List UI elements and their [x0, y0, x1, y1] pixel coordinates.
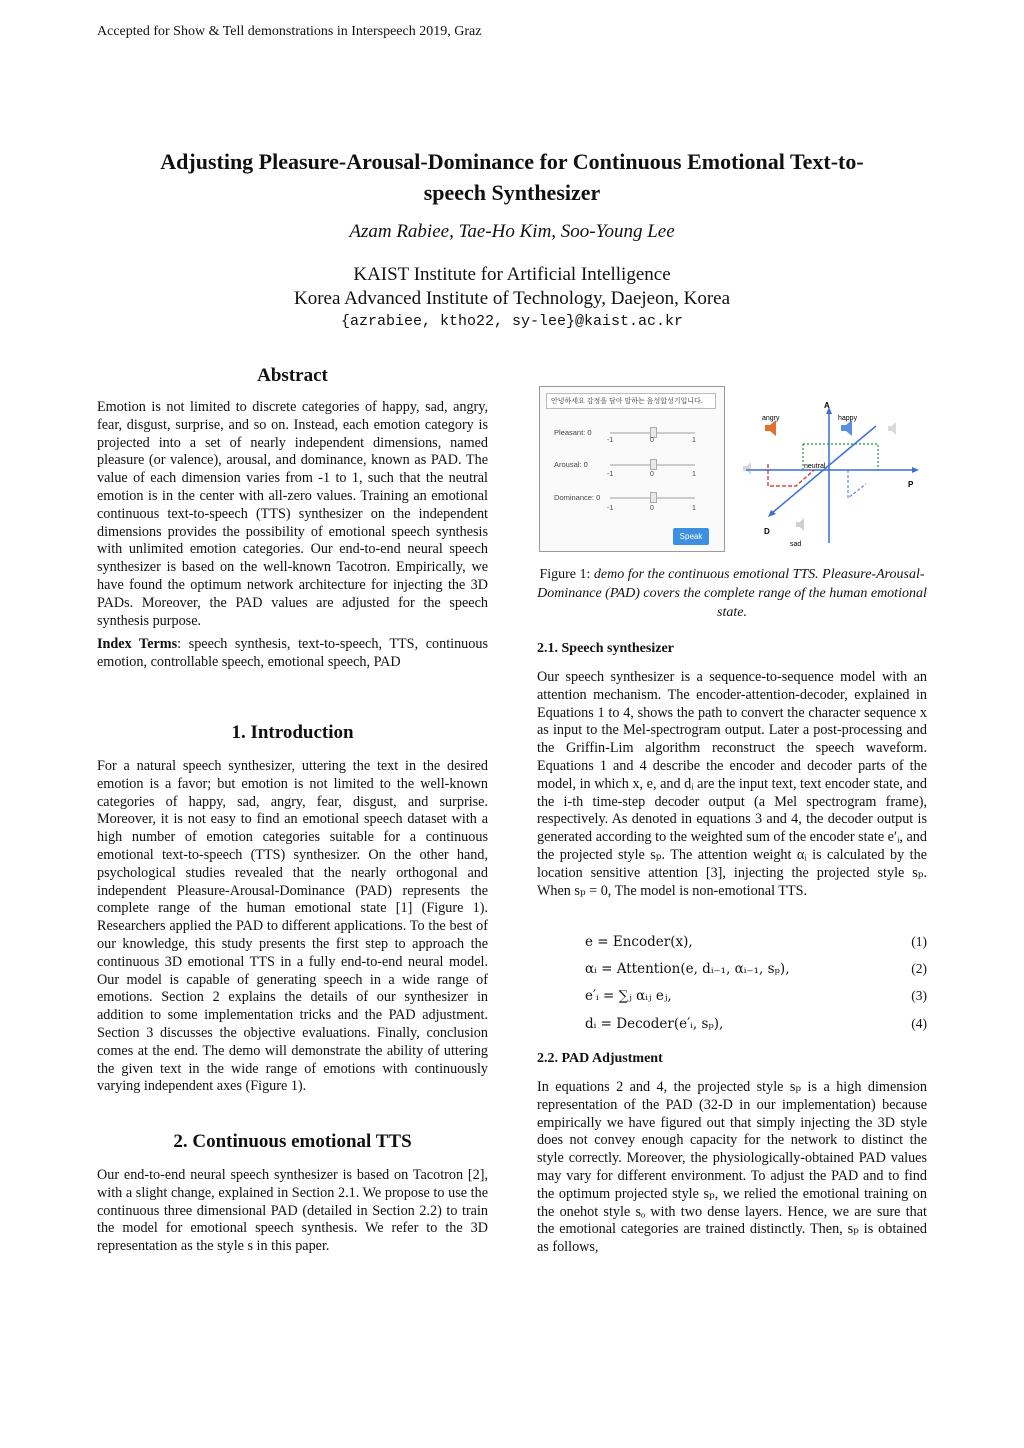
equation-expr: αᵢ = Attention(e, dᵢ₋₁, αᵢ₋₁, sₚ), — [585, 961, 790, 977]
tick-label: -1 — [607, 471, 614, 478]
title-line-2: speech Synthesizer — [423, 180, 601, 205]
equation-number: (4) — [911, 1016, 927, 1031]
intro-text: For a natural speech synthesizer, uttering the text in the desired emotion is a favor; but emotion is not limited to the well-known categories of happy, sad, angry, fear, disgust, and surprise. Moreover, it is not easy to find an emotional speech dataset with a high number of emotion categories suitable for a continuous emotional text-to-speech (TTS) synthesizer. On the other hand, psychological studies revealed that the nearly orthogonal and independent Pleasure-Arousal-Dominance (PAD) represents the complete range of the human emotional state [1] (Figure 1). Researchers applied the PAD to different applications. To the best of our knowledge, this study presents the first step to approach the continuous 3D emotional TTS in a fully end-to-end neural model. Our model is capable of generating speech in a wide range of emotions. Section 2 explains the details of our synthesizer in addition to some implementation tricks and the PAD adjustment. Section 3 discusses the objective evaluations. Finally, conclusion comes at the end. The demo will demonstrate the ability of uttering the given text in the wide range of emotions with continuously varying independent axes (Figure 1). — [97, 758, 488, 1095]
tick-label: -1 — [607, 437, 614, 444]
tick-label: 0 — [650, 505, 654, 512]
intro-section — [97, 722, 488, 1096]
index-terms — [97, 636, 488, 672]
p-axis-arrow — [912, 467, 919, 473]
sad-label: sad — [790, 541, 802, 548]
section2-text: Our end-to-end neural speech synthesizer is based on Tacotron [2], with a slight change, explained in Section 2.1. We propose to use the continuous three dimensional PAD (detailed in Section 2.2) to train the model for emotional speech synthesis. We refer to the 3D representation as the style s in this paper. — [97, 1167, 488, 1255]
pleasant-label: Pleasant: 0 — [554, 428, 592, 437]
axis-d-label: D — [764, 527, 770, 536]
equation-expr: e = Encoder(x), — [585, 934, 693, 950]
abstract-heading: Abstract — [257, 365, 328, 386]
caption-text: demo for the continuous emotional TTS. Pleasure-Arousal-Dominance (PAD) covers the complete range of the human emotional state. — [537, 567, 927, 620]
section2-heading: 2. Continuous emotional TTS — [173, 1131, 412, 1152]
equation-3 — [585, 988, 927, 1004]
intro-heading: 1. Introduction — [231, 722, 354, 743]
equation-number: (1) — [911, 934, 927, 949]
angry-speaker-icon — [765, 420, 776, 436]
pad-diagram — [738, 398, 938, 550]
equation-number: (2) — [911, 961, 927, 976]
sub22-heading: 2.2. PAD Adjustment — [537, 1051, 663, 1066]
index-terms-text: : speech synthesis, text-to-speech, TTS, continuous emotion, controllable speech, emotional speech, PAD — [97, 636, 488, 671]
affiliation-line-2: Korea Advanced Institute of Technology, Daejeon, Korea — [293, 288, 731, 309]
tick-label: 0 — [650, 437, 654, 444]
section2 — [97, 1131, 488, 1256]
equation-expr: dᵢ = Decoder(e′ᵢ, sₚ), — [585, 1016, 724, 1032]
subsection-2-1 — [537, 641, 927, 900]
abstract-section — [97, 365, 488, 672]
happy-label: happy — [838, 415, 858, 422]
index-terms-label: Index Terms — [97, 636, 178, 653]
affiliation-line-1: KAIST Institute for Artificial Intelligence — [353, 264, 671, 285]
angry-label: angry — [762, 415, 780, 422]
equation-number: (3) — [911, 988, 927, 1003]
caption-label: Figure 1: — [539, 567, 594, 582]
sub21-text: Our speech synthesizer is a sequence-to-sequence model with an attention mechanism. The encoder-attention-decoder, explained in Equations 1 to 4, shows the path to convert the character sequence x as input to the Mel-spectrogram output. Later a post-processing and the Griffin-Lim algorithm reconstruct the speech waveform. Equations 1 and 4 describe the encoder and decoder parts of the model, in which x, e, and dᵢ are the input text, text encoder state, and the i-th time-step decoder output (a Mel spectrogram frame), respectively. As denoted in equations 3 and 4, the decoder output is generated according to the weighted sum of the encoder state e′ᵢ, and the projected style sₚ. The attention weight αᵢ is calculated by the location sensitive attention [3], injecting the projected style sₚ. When sₚ = 0, The model is non-emotional TTS. — [537, 669, 927, 899]
axis-a-label: A — [824, 401, 830, 410]
sad-guide — [848, 470, 866, 498]
paper-title — [60, 146, 964, 208]
abstract-text: Emotion is not limited to discrete categories of happy, sad, angry, fear, disgust, surprise, and so on. Instead, each emotion category is projected into a set of nearly independent dimensions, named pleasure (or valence), arousal, and dominance, known as PAD. The value of each dimension varies from -1 to 1, such that the neutral emotion is in the center with all-zero values. Training an emotional continuous text-to-speech (TTS) synthesizer on the independent dimensions provides the possibility of emotional speech synthesis with unlimited emotion categories. Our end-to-end neural speech synthesizer is based on the well-known Tacotron. Empirically, we have found the optimum network architecture for injecting the 3D PADs. Moreover, the PAD values are adjusted for the speech synthesis purpose. — [97, 399, 488, 629]
tick-label: 0 — [650, 471, 654, 478]
header-note: Accepted for Show & Tell demonstrations in Interspeech 2019, Graz — [97, 24, 482, 39]
arousal-slider-thumb[interactable] — [650, 459, 657, 470]
dominance-slider-thumb[interactable] — [650, 492, 657, 503]
happy-speaker-icon — [841, 420, 852, 436]
tick-label: 1 — [692, 471, 696, 478]
sub21-heading: 2.1. Speech synthesizer — [537, 641, 674, 656]
tick-label: -1 — [607, 505, 614, 512]
email: {azrabiee, ktho22, sy-lee}@kaist.ac.kr — [340, 313, 684, 330]
equation-1 — [585, 934, 927, 950]
speak-button[interactable]: Speak — [673, 528, 709, 545]
tick-label: 1 — [692, 505, 696, 512]
sub22-text: In equations 2 and 4, the projected style sₚ is a high dimension representation of the PAD (32-D in our implementation) because empirically we have figured out that simply injecting the 3D style does not convey enough capacity for the network to distinct the style correctly. Moreover, the physiologically-obtained PAD values may vary for different environment. To adjust the PAD and to find the optimum projected style sₚ, we relied the emotional training on the onehot style sₒ with two dense layers. Hence, we are sure that the emotional categories are trained distinctly. Then, sₚ is obtained as follows, — [537, 1079, 927, 1256]
equation-2 — [585, 961, 927, 977]
neutral-speaker-icon — [743, 462, 751, 475]
authors: Azam Rabiee, Tae-Ho Kim, Soo-Young Lee — [349, 221, 675, 242]
demo-text-input[interactable]: 안녕하세요 감정을 담아 말하는 음성합성기입니다. — [546, 393, 716, 409]
arousal-label: Arousal: 0 — [554, 460, 588, 469]
demo-ui-panel — [539, 386, 725, 552]
axis-p-label: P — [908, 480, 914, 489]
extra-speaker-icon — [888, 422, 896, 435]
equation-expr: e′ᵢ = ∑ⱼ αᵢⱼ eⱼ, — [585, 988, 672, 1004]
subsection-2-2 — [537, 1051, 927, 1257]
sad-speaker-icon — [796, 518, 804, 531]
tick-label: 1 — [692, 437, 696, 444]
title-line-1: Adjusting Pleasure-Arousal-Dominance for Continuous Emotional Text-to- — [160, 149, 864, 174]
dominance-label: Dominance: 0 — [554, 493, 601, 502]
figure-caption — [537, 565, 927, 622]
neutral-label: neutral — [804, 463, 826, 470]
affiliation — [0, 263, 1024, 311]
equation-4 — [585, 1016, 927, 1032]
